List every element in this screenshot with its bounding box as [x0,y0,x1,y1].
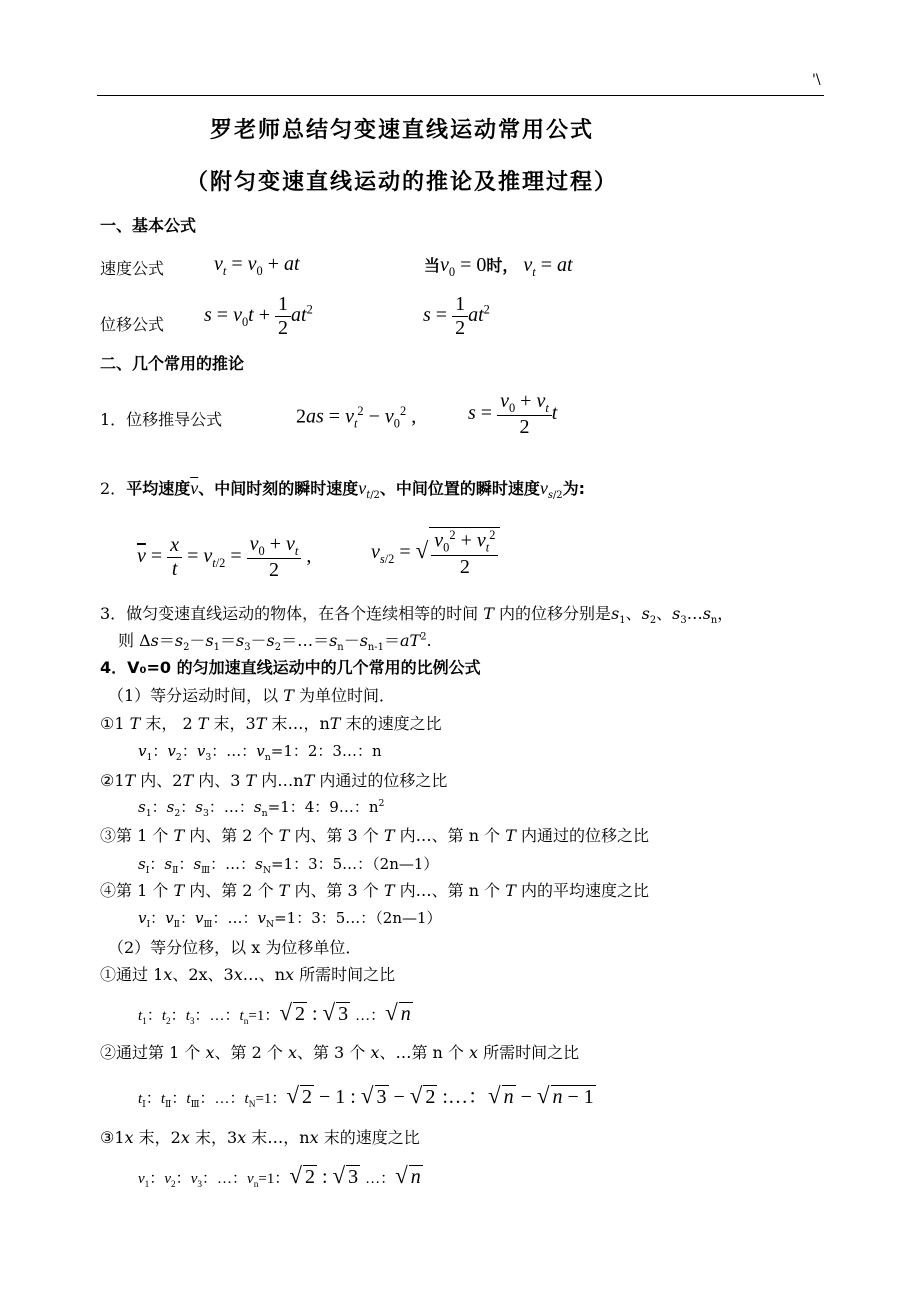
section-corollary-heading: 二、几个常用的推论 [100,354,245,373]
sub1-label: （1）等分运动时间，以 T 为单位时间． [108,686,396,705]
ratio-1-formula: $v_1$：$v_2$：$v_3$：…：$v_n=1$：2：3…：n [138,742,382,763]
corollary-2-formula-b: $v_{s/2}$ = √ $\frac{v_0^2 + v_t^2}{2}$ [371,527,500,579]
ratio-2-formula: $s_1$：$s_2$：$s_3$：…：$s_n=1$：4：9…：$n^2$ [138,798,385,819]
ratio-6-title: ②通过第 1 个 x、第 2 个 x、第 3 个 x、…第 n 个 x 所需时间之比 [100,1043,580,1062]
ratio-4-formula: $v_Ⅰ$：$v_Ⅱ$：$v_Ⅲ$：…：$v_N=1$：3：5…：（2n—1） [138,909,442,930]
ratio-3-title: ③第 1 个 T 内、第 2 个 T 内、第 3 个 T 内…、第 n 个 T 内通过的位移之比 [100,826,650,845]
velocity-formula-label: 速度公式 [100,259,165,278]
header-rule [97,95,824,96]
corollary-1-formula-a: $2as = v_t^2 - v_0^2$ , [296,404,417,431]
sub2-label: （2）等分位移，以 x 为位移单位． [108,938,362,957]
velocity-formula: $v_t = v_0$ + at [214,253,300,278]
corollary-2-formula-a: $\overline{v}$ = $\frac{x}{t}$ = $v_{t/2}$ = $\frac{v_0 + v_t}{2}$ , [137,533,312,582]
page-title: 罗老师总结匀变速直线运动常用公式 [210,118,595,143]
page-subtitle: （附匀变速直线运动的推论及推理过程） [186,170,619,195]
ratio-1-title: ①1 T 末， 2 T 末，3T 末…，nT 末的速度之比 [100,714,442,733]
corollary-1-formula-b: s = $\frac{v_0 + v_t}{2}$ t [468,390,558,439]
corner-mark: '\ [812,72,821,88]
corollary-2-text: 2．平均速度$\overline{v}$、中间时刻的瞬时速度$v_{t/2}$、中间位置的瞬时速度$v_{s/2}$为: [100,478,585,502]
corollary-1-label: 1．位移推导公式 [100,410,223,429]
velocity-formula-zero: 当$v_0 = 0$时， $v_t$ = at [424,254,573,279]
corollary-3-line2: 则 $\Delta s=s_2-s_1=s_3-s_2=\dots=s_n-s_{n-1}=aT^2$. [118,631,432,654]
displacement-formula-label: 位移公式 [100,315,165,334]
displacement-formula: $s = v_0t$ + $\frac{1}{2}$ $at^2$ [204,293,313,339]
ratio-7-formula: $v_1$：$v_2$：$v_3$：…：$v_n=1$：√ 2 : √ 3 …：√ n [138,1163,421,1190]
ratio-5-formula: $t_1$：$t_2$：$t_3$：…：$t_n=1$：√ 2 : √ 3 …：√ n [138,1000,411,1027]
corollary-3-line1: 3．做匀变速直线运动的物体，在各个连续相等的时间 T 内的位移分别是$s_1$、$s_2$、$s_3\dots s_n$， [100,604,734,627]
ratio-4-title: ④第 1 个 T 内、第 2 个 T 内、第 3 个 T 内…、第 n 个 T 内的平均速度之比 [100,881,650,900]
ratio-6-formula: $t_Ⅰ$：$t_Ⅱ$：$t_Ⅲ$：…：$t_N=1$：√ 2 − 1 : √ 3 − √ 2 :…：√ n − √ n − 1 [138,1083,594,1110]
ratio-5-title: ①通过 1x、2x、3x…、nx 所需时间之比 [100,965,396,984]
ratio-3-formula: $s_Ⅰ$：$s_Ⅱ$：$s_Ⅲ$：…：$s_N=1$：3：5…：（2n—1） [138,855,439,876]
corollary-4-heading: 4．V₀=0 的匀加速直线运动中的几个常用的比例公式 [100,658,481,677]
section-basic-heading: 一、基本公式 [100,216,197,235]
ratio-2-title: ②1T 内、2T 内、3 T 内…nT 内通过的位移之比 [100,771,448,790]
ratio-7-title: ③1x 末，2x 末，3x 末…，nx 末的速度之比 [100,1128,420,1147]
displacement-formula-zero: s = $\frac{1}{2}$ $at^2$ [423,293,490,339]
